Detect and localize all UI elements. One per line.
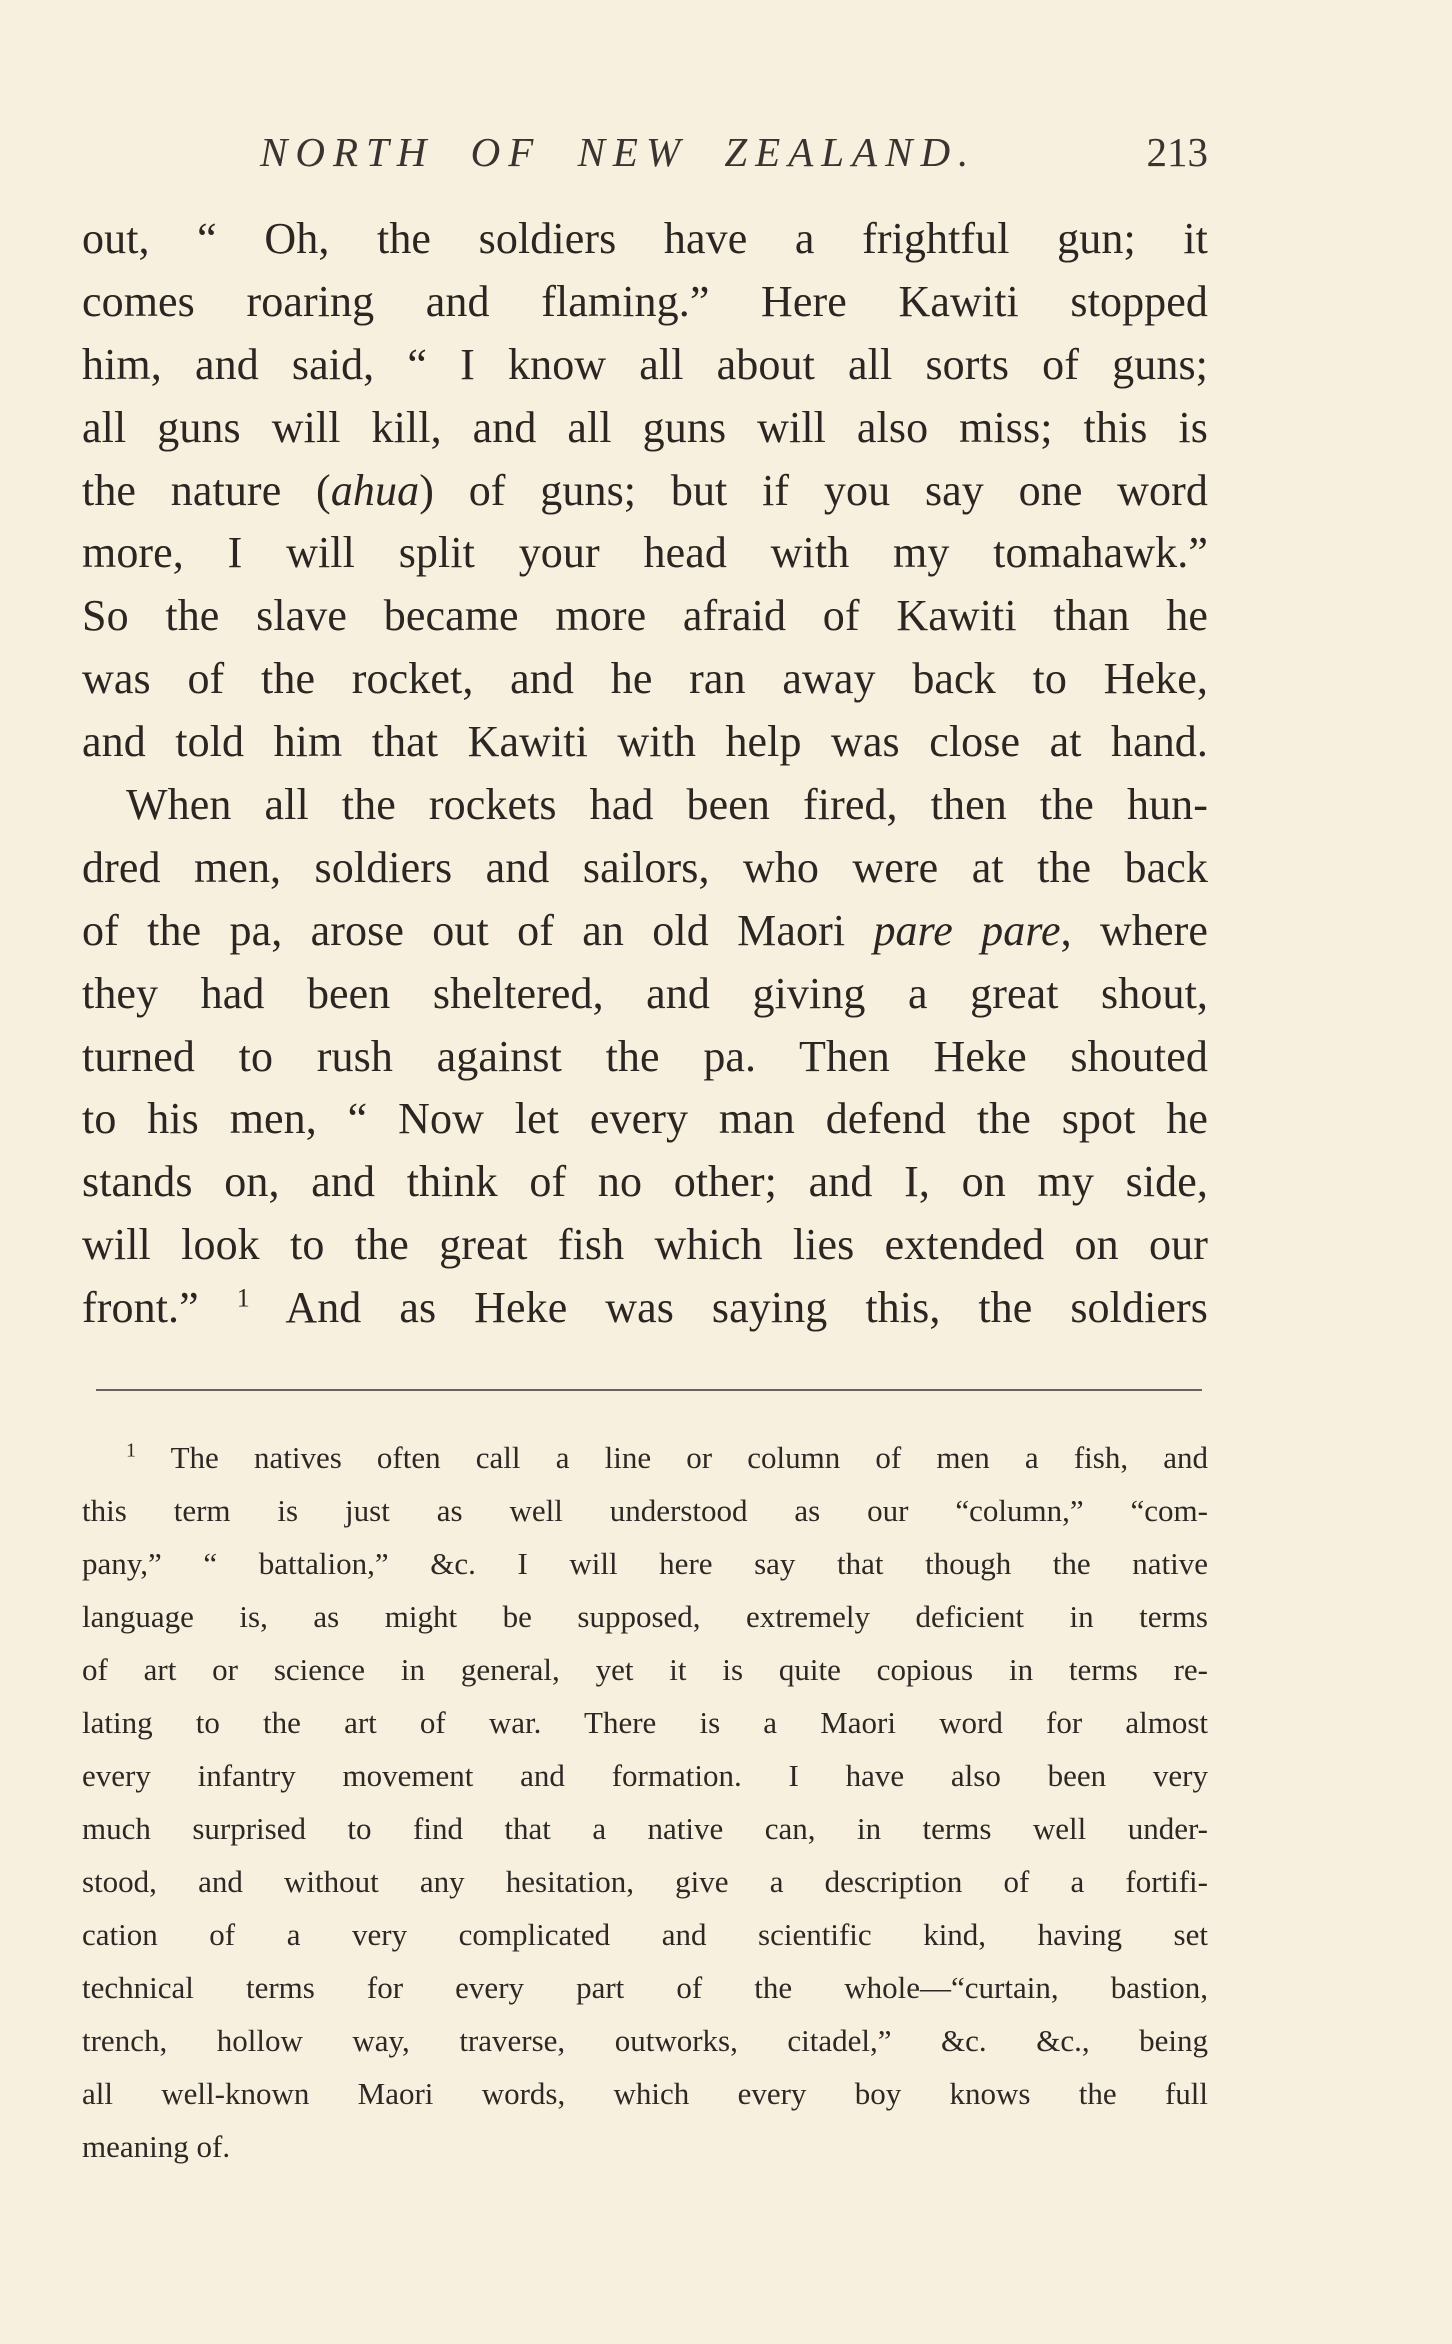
text-run: the nature (	[82, 465, 331, 515]
text-line: So the slave became more afraid of Kawiti than he	[82, 591, 1208, 641]
text-line: stands on, and think of no other; and I, on my side,	[82, 1157, 1208, 1207]
text-line: comes roaring and flaming.” Here Kawiti stopped	[82, 276, 1208, 326]
footnote-line: much surprised to find that a native can, in terms well under-	[82, 1811, 1208, 1846]
text-line	[82, 1277, 1208, 1340]
footnote-line: all well-known Maori words, which every boy knows the full	[82, 2076, 1208, 2111]
text-line: and told him that Kawiti with help was close at hand.	[82, 717, 1208, 767]
footnote-line: technical terms for every part of the whole—“curtain, bastion,	[82, 1970, 1208, 2005]
footnote-line: every infantry movement and formation. I have also been very	[82, 1758, 1208, 1793]
text-line: more, I will split your head with my tomahawk.”	[82, 528, 1208, 578]
footnote-line: of art or science in general, yet it is quite copious in terms re-	[82, 1652, 1208, 1687]
footnote-line: lating to the art of war. There is a Maori word for almost	[82, 1705, 1208, 1740]
page-number: 213	[1146, 129, 1208, 175]
text-run: The natives often call a line or column of men a fish, and	[136, 1440, 1208, 1475]
text-run: front.”	[82, 1283, 237, 1333]
text-line: all guns will kill, and all guns will also miss; this is	[82, 402, 1208, 452]
footnote-line: stood, and without any hesitation, give a description of a fortifi-	[82, 1864, 1208, 1899]
text-line: was of the rocket, and he ran away back to Heke,	[82, 654, 1208, 704]
text-line: will look to the great fish which lies extended on our	[82, 1220, 1208, 1270]
footnote-line: cation of a very complicated and scientific kind, having set	[82, 1917, 1208, 1952]
page-header	[82, 128, 1208, 188]
text-line	[82, 900, 1208, 963]
text-line: to his men, “ Now let every man defend the spot he	[82, 1094, 1208, 1144]
text-run: And as Heke was saying this, the soldiers	[249, 1283, 1209, 1333]
text-line: him, and said, “ I know all about all sorts of guns;	[82, 339, 1208, 389]
text-line	[82, 460, 1208, 523]
text-line: out, “ Oh, the soldiers have a frightful gun; it	[82, 214, 1208, 263]
running-title: NORTH OF NEW ZEALAND.	[260, 129, 977, 175]
footnote-line: pany,” “ battalion,” &c. I will here say that though the native	[82, 1546, 1208, 1581]
footnote-line	[82, 1431, 1208, 1484]
text-run: of the pa, arose out of an old Maori	[82, 905, 874, 955]
text-line: turned to rush against the pa. Then Heke shouted	[82, 1031, 1208, 1081]
main-text	[82, 208, 1208, 1340]
footnote-divider	[96, 1389, 1202, 1391]
footnote-line: language is, as might be supposed, extremely deficient in terms	[82, 1599, 1208, 1634]
footnote	[82, 1431, 1208, 2173]
footnote-marker: 1	[126, 1439, 136, 1462]
italic-word: ahua	[330, 465, 420, 515]
italic-phrase: pare pare	[873, 905, 1061, 955]
text-run: , where	[1060, 905, 1208, 955]
text-line: When all the rockets had been fired, then the hun-	[126, 780, 1208, 830]
text-line: they had been sheltered, and giving a great shout,	[82, 968, 1208, 1018]
footnote-line: trench, hollow way, traverse, outworks, citadel,” &c. &c., being	[82, 2023, 1208, 2058]
text-line: dred men, soldiers and sailors, who were at the back	[82, 842, 1208, 892]
footnote-reference: 1	[236, 1283, 250, 1313]
footnote-line: meaning of.	[82, 2129, 231, 2164]
footnote-line: this term is just as well understood as our “column,” “com-	[82, 1493, 1208, 1528]
text-run: ) of guns; but if you say one word	[419, 465, 1209, 515]
